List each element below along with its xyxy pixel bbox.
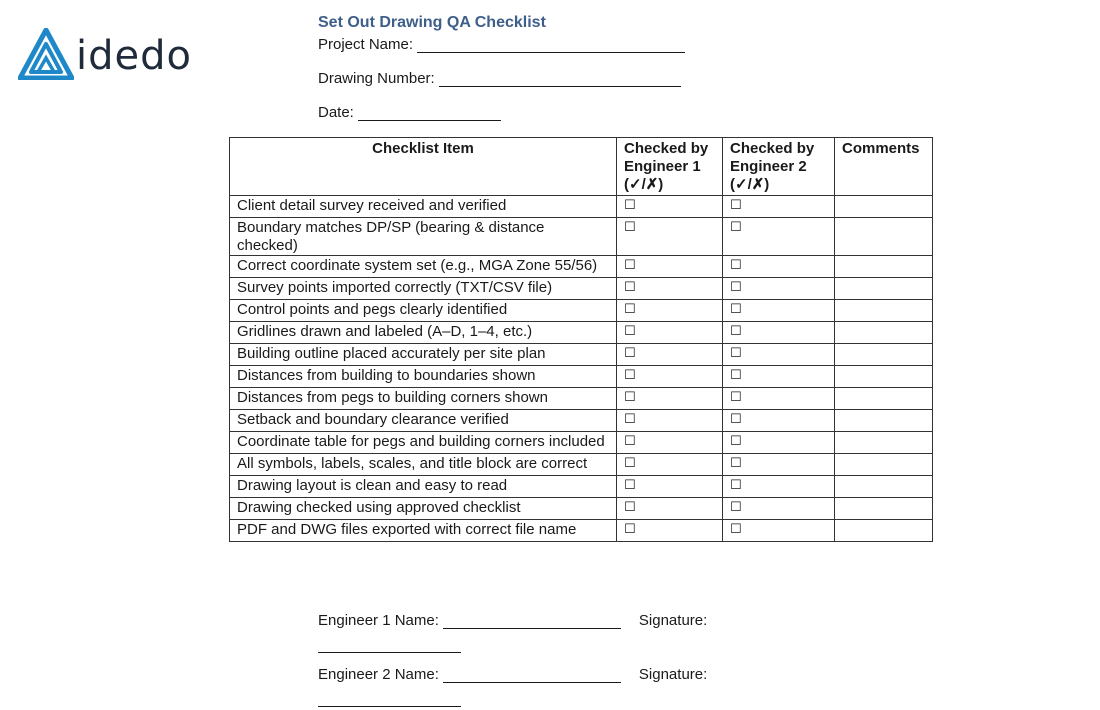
table-row [230,278,933,300]
engineer-1-check-cell [617,218,723,256]
engineer-2-checkbox[interactable]: ☐ [730,522,742,537]
table-row [230,410,933,432]
engineer-2-check-cell [723,388,835,410]
engineer-1-checkbox[interactable]: ☐ [624,500,636,515]
checklist-item-text: Correct coordinate system set (e.g., MGA Zone 55/56) [230,256,617,278]
engineer-2-checkbox[interactable]: ☐ [730,434,742,449]
engineer-1-checkbox[interactable]: ☐ [624,412,636,427]
engineer-2-check-cell [723,454,835,476]
table-row [230,520,933,542]
header-engineer-2-line3: (✓/✗) [730,176,770,193]
engineer-2-check-cell [723,300,835,322]
engineer-2-check-cell [723,196,835,218]
engineer-1-checkbox[interactable]: ☐ [624,522,636,537]
engineer-2-checkbox[interactable]: ☐ [730,302,742,317]
engineer-1-checkbox[interactable]: ☐ [624,220,636,235]
header-engineer-1-line3: (✓/✗) [624,176,664,193]
table-row [230,366,933,388]
engineer-2-checkbox[interactable]: ☐ [730,456,742,471]
drawing-number-field[interactable] [318,70,681,87]
engineer-1-check-cell [617,498,723,520]
comments-cell[interactable] [835,196,933,218]
drawing-number-blank[interactable] [439,70,681,87]
engineer-2-checkbox[interactable]: ☐ [730,220,742,235]
date-blank[interactable] [358,104,501,121]
engineer-1-check-cell [617,196,723,218]
engineer-2-check-cell [723,344,835,366]
engineer-2-checkbox[interactable]: ☐ [730,346,742,361]
comments-cell[interactable] [835,322,933,344]
comments-cell[interactable] [835,432,933,454]
engineer-2-checkbox[interactable]: ☐ [730,390,742,405]
engineer-1-check-cell [617,454,723,476]
engineer-2-checkbox[interactable]: ☐ [730,500,742,515]
engineer-2-signature-blank[interactable] [318,705,461,707]
table-row [230,454,933,476]
table-row [230,218,933,256]
engineer-1-checkbox[interactable]: ☐ [624,478,636,493]
checklist-item-text: Drawing checked using approved checklist [230,498,617,520]
comments-cell[interactable] [835,256,933,278]
engineer-1-checkbox[interactable]: ☐ [624,368,636,383]
drawing-number-label: Drawing Number: [318,70,435,87]
comments-cell[interactable] [835,454,933,476]
engineer-2-check-cell [723,520,835,542]
checklist-table [229,137,933,542]
project-name-field[interactable] [318,36,685,53]
project-name-blank[interactable] [417,36,685,53]
engineer-2-check-cell [723,498,835,520]
checklist-item-text: Coordinate table for pegs and building corners included [230,432,617,454]
engineer-2-check-cell [723,410,835,432]
engineer-1-check-cell [617,278,723,300]
checklist-item-text: Drawing layout is clean and easy to read [230,476,617,498]
checklist-item-text: PDF and DWG files exported with correct file name [230,520,617,542]
header-engineer-1 [617,138,723,196]
engineer-2-checkbox[interactable]: ☐ [730,412,742,427]
comments-cell[interactable] [835,218,933,256]
checklist-item-text: Gridlines drawn and labeled (A–D, 1–4, etc.) [230,322,617,344]
engineer-1-checkbox[interactable]: ☐ [624,346,636,361]
engineer-1-check-cell [617,366,723,388]
checklist-item-text: Survey points imported correctly (TXT/CSV file) [230,278,617,300]
engineer-1-name-blank[interactable] [443,612,621,629]
comments-cell[interactable] [835,476,933,498]
header-engineer-2 [723,138,835,196]
engineer-1-checkbox[interactable]: ☐ [624,390,636,405]
logo-wordmark: idedo [76,33,192,79]
engineer-1-signature-label: Signature: [638,612,708,629]
engineer-2-checkbox[interactable]: ☐ [730,324,742,339]
comments-cell[interactable] [835,388,933,410]
logo-mark-icon [18,28,74,80]
engineer-2-check-cell [723,256,835,278]
engineer-2-checkbox[interactable]: ☐ [730,280,742,295]
engineer-2-check-cell [723,322,835,344]
project-name-label: Project Name: [318,36,414,53]
table-row [230,388,933,410]
engineer-1-check-cell [617,476,723,498]
engineer-2-check-cell [723,278,835,300]
engineer-2-name-label: Engineer 2 Name: [318,666,439,683]
comments-cell[interactable] [835,344,933,366]
engineer-1-check-cell [617,300,723,322]
table-row [230,196,933,218]
engineer-1-signoff [318,612,707,629]
engineer-1-name-label: Engineer 1 Name: [318,612,439,629]
table-header-row [230,138,933,196]
header-engineer-2-line2: Engineer 2 [730,158,807,175]
engineer-2-checkbox[interactable]: ☐ [730,478,742,493]
engineer-2-check-cell [723,432,835,454]
date-field[interactable] [318,104,501,121]
document-title: Set Out Drawing QA Checklist [318,14,546,31]
engineer-1-check-cell [617,322,723,344]
checklist-item-text: Client detail survey received and verified [230,196,617,218]
comments-cell[interactable] [835,366,933,388]
comments-cell[interactable] [835,520,933,542]
engineer-1-checkbox[interactable]: ☐ [624,198,636,213]
checklist-item-text: Setback and boundary clearance verified [230,410,617,432]
engineer-2-signature-label: Signature: [638,666,708,683]
checklist-body [230,196,933,542]
table-row [230,322,933,344]
engineer-1-check-cell [617,410,723,432]
engineer-1-check-cell [617,432,723,454]
engineer-1-checkbox[interactable]: ☐ [624,302,636,317]
engineer-2-check-cell [723,476,835,498]
checklist-item-text: Distances from pegs to building corners shown [230,388,617,410]
table-row [230,256,933,278]
comments-cell[interactable] [835,498,933,520]
comments-cell[interactable] [835,278,933,300]
table-row [230,476,933,498]
table-row [230,300,933,322]
checklist-item-text: Control points and pegs clearly identified [230,300,617,322]
engineer-2-checkbox[interactable]: ☐ [730,198,742,213]
engineer-1-check-cell [617,344,723,366]
engineer-1-checkbox[interactable]: ☐ [624,456,636,471]
engineer-2-name-blank[interactable] [443,666,621,683]
engineer-2-checkbox[interactable]: ☐ [730,368,742,383]
engineer-2-check-cell [723,366,835,388]
checklist-item-text: Distances from building to boundaries shown [230,366,617,388]
engineer-2-signoff [318,666,707,683]
engineer-1-check-cell [617,256,723,278]
date-label: Date: [318,104,354,121]
engineer-1-signature-blank[interactable] [318,651,461,653]
engineer-1-check-cell [617,520,723,542]
engineer-2-checkbox[interactable]: ☐ [730,258,742,273]
header-comments: Comments [835,138,933,196]
company-logo [18,28,192,80]
comments-cell[interactable] [835,300,933,322]
table-row [230,498,933,520]
header-checklist-item: Checklist Item [230,138,617,196]
engineer-1-checkbox[interactable]: ☐ [624,434,636,449]
engineer-2-check-cell [723,218,835,256]
engineer-1-check-cell [617,388,723,410]
header-engineer-1-line2: Engineer 1 [624,158,701,175]
checklist-item-text: Building outline placed accurately per site plan [230,344,617,366]
engineer-1-checkbox[interactable]: ☐ [624,258,636,273]
table-row [230,344,933,366]
checklist-item-text: All symbols, labels, scales, and title block are correct [230,454,617,476]
comments-cell[interactable] [835,410,933,432]
engineer-1-checkbox[interactable]: ☐ [624,280,636,295]
header-engineer-2-line1: Checked by [730,140,815,157]
table-row [230,432,933,454]
header-engineer-1-line1: Checked by [624,140,709,157]
engineer-1-checkbox[interactable]: ☐ [624,324,636,339]
checklist-item-text: Boundary matches DP/SP (bearing & distance checked) [230,218,617,256]
